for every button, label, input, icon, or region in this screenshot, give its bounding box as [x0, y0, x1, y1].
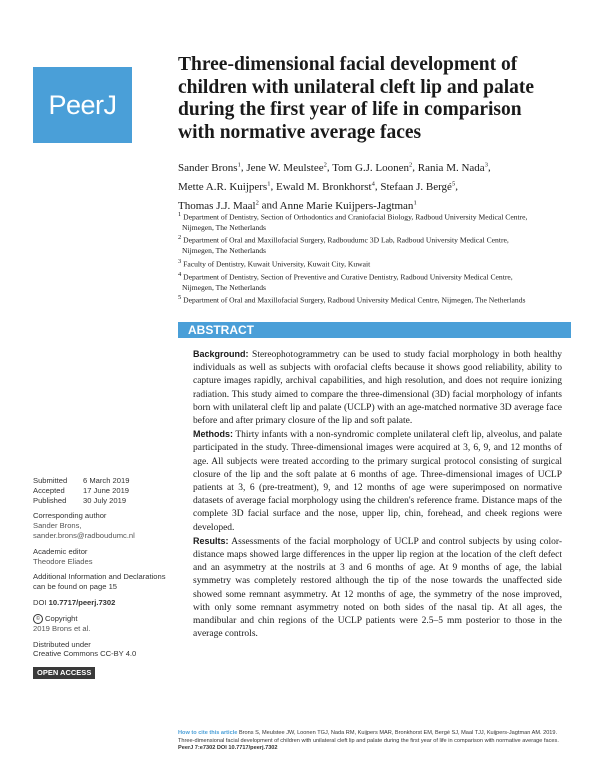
citation-journal: PeerJ 7:e7302: [178, 745, 216, 752]
abstract-methods: Methods: Thirty infants with a non-syndromic complete unilateral cleft lip, alveolus, and palate participated in the study. Three-dimensional images were acquired at 3, 6, 9, and 12 months of age. All subjects were treated according to the primary surgical protocol consisting of surgical closure of the lip and the soft palate at 6 months of age. Three-dimensional images of UCLP patients at 3, 6 (pre-treatment), 9, and 12 months of age were superimposed on normative datasets of average facial morphology using the children's reference frame. Distance maps of the complete 3D facial surface and the nose, upper lip, chin, forehead, and cheek regions were developed.: [193, 429, 562, 533]
author[interactable]: Thomas J.J. Maal$^2$: [178, 199, 259, 212]
submitted-date: Submitted 6 March 2019: [33, 476, 130, 485]
corresponding-name: Sander Brons,: [33, 521, 82, 531]
article-sidebar: [33, 476, 173, 679]
license-line-1: Distributed under: [33, 639, 91, 649]
logo-text: PeerJ: [48, 89, 117, 120]
published-date: Published 30 July 2019: [33, 495, 127, 505]
author[interactable]: Anne Marie Kuijpers-Jagtman$^1$: [279, 199, 417, 212]
citation-text: Brons S, Meulstee JW, Loonen TGJ, Nada RM, Kuijpers MAR, Bronkhorst EM, Bergé SJ, Maal TJJ, Kuijpers-Jagtman AM. 2019. Three-dimensional facial development of children with unilateral cleft lip and palate during the first year of life in comparison with normative average faces.: [178, 730, 559, 744]
peerj-logo: [33, 67, 132, 143]
citation-doi[interactable]: DOI 10.7717/peerj.7302: [216, 745, 278, 752]
accepted-date: Accepted 17 June 2019: [33, 485, 130, 495]
editor-heading: Academic editor: [33, 546, 88, 556]
doi[interactable]: DOI 10.7717/peerj.7302: [33, 597, 116, 607]
abstract-heading: ABSTRACT: [178, 322, 571, 338]
author[interactable]: Jene W. Meulstee$^2$: [246, 161, 327, 174]
author[interactable]: Ewald M. Bronkhorst$^4$: [275, 180, 375, 193]
affiliation: $^4$ Department of Dentistry, Section of Preventive and Curative Dentistry, Radboud University Medical Centre, Nijmegen, The Netherlands: [178, 270, 513, 292]
corresponding-heading: Corresponding author: [33, 511, 107, 521]
affiliation: $^3$ Faculty of Dentistry, Kuwait University, Kuwait City, Kuwait: [178, 257, 371, 269]
citation-label: How to cite this article: [178, 730, 238, 736]
copyright: © Copyright: [33, 614, 173, 624]
abstract-body: [193, 348, 562, 641]
author[interactable]: Mette A.R. Kuijpers$^1$: [178, 180, 271, 193]
abstract-results: Results: Assessments of the facial morphology of UCLP and control subjects by using color-distance maps showed large differences in the upper lip region at the location of the cleft defect and an asymmetry at the nostrils at 3 and 6 months of age. At 9 months of age, the labial symmetry was completely restored although the tip of the nose towards the unaffected side showed some remnant asymmetry. At 12 months of age, the symmetry of the nose improved, with only some remnant asymmetry noted on both sides of the nasal tip. At all ages, the mandibular and chin regions of the UCLP patients were 2.5–5 mm posterior to those in the average controls.: [193, 535, 562, 640]
author[interactable]: Stefaan J. Bergé$^5$: [380, 180, 456, 193]
affiliation: $^2$ Department of Oral and Maxillofacial Surgery, Radboudumc 3D Lab, Radboud University Medical Centre, Nijmegen, The Netherlands: [178, 234, 509, 256]
author[interactable]: Sander Brons$^1$: [178, 161, 241, 174]
affiliation: $^5$ Department of Oral and Maxillofacial Surgery, Radboud University Medical Centre, Nijmegen, The Netherlands: [178, 293, 526, 305]
abstract-background: Background: Stereophotogrammetry can be used to study facial morphology in both healthy individuals as well as subjects with orofacial clefts because it shows good reliability, ability to capture images rapidly, archival capabilities, and high resolution, and does not require ionizing radiation. This study aimed to compare the three-dimensional (3D) facial morphology of infants born with unilateral cleft lip and palate (UCLP) with an age-matched normative 3D average face before and after primary closure of the lip and soft palate.: [193, 349, 563, 427]
author-list: Sander Brons$^1$, Jene W. Meulstee$^2$, Tom G.J. Loonen$^2$, Rania M. Nada$^3$, Mette A.R. Kuijpers$^1$, Ewald M. Bronkhorst$^4$, Stefaan J. Bergé$^5$, Thomas J.J. Maal$^2$ and Anne Marie Kuijpers-Jagtman$^1$: [178, 161, 491, 212]
copyright-icon: ©: [33, 614, 43, 624]
editor-name: Theodore Eliades: [33, 556, 93, 566]
corresponding-email[interactable]: sander.brons@radboudumc.nl: [33, 530, 135, 540]
paper-title: Three-dimensional facial development of children with unilateral cleft lip and palate during the first year of life in comparison with normative average faces: [178, 54, 535, 143]
affiliations: [178, 210, 538, 306]
citation: [178, 730, 568, 753]
open-access-badge: OPEN ACCESS: [33, 667, 95, 679]
affiliation: $^1$ Department of Dentistry, Section of Orthodontics and Craniofacial Biology, Radboud University Medical Centre, Nijmegen, The Netherlands: [178, 211, 528, 232]
author[interactable]: Rania M. Nada$^3$: [417, 161, 488, 174]
author[interactable]: Tom G.J. Loonen$^2$: [332, 161, 413, 174]
additional-info-link[interactable]: Additional Information and Declarations can be found on page 15: [33, 572, 166, 592]
license-link[interactable]: Creative Commons CC-BY 4.0: [33, 649, 137, 659]
copyright-holder: 2019 Brons et al.: [33, 623, 91, 633]
